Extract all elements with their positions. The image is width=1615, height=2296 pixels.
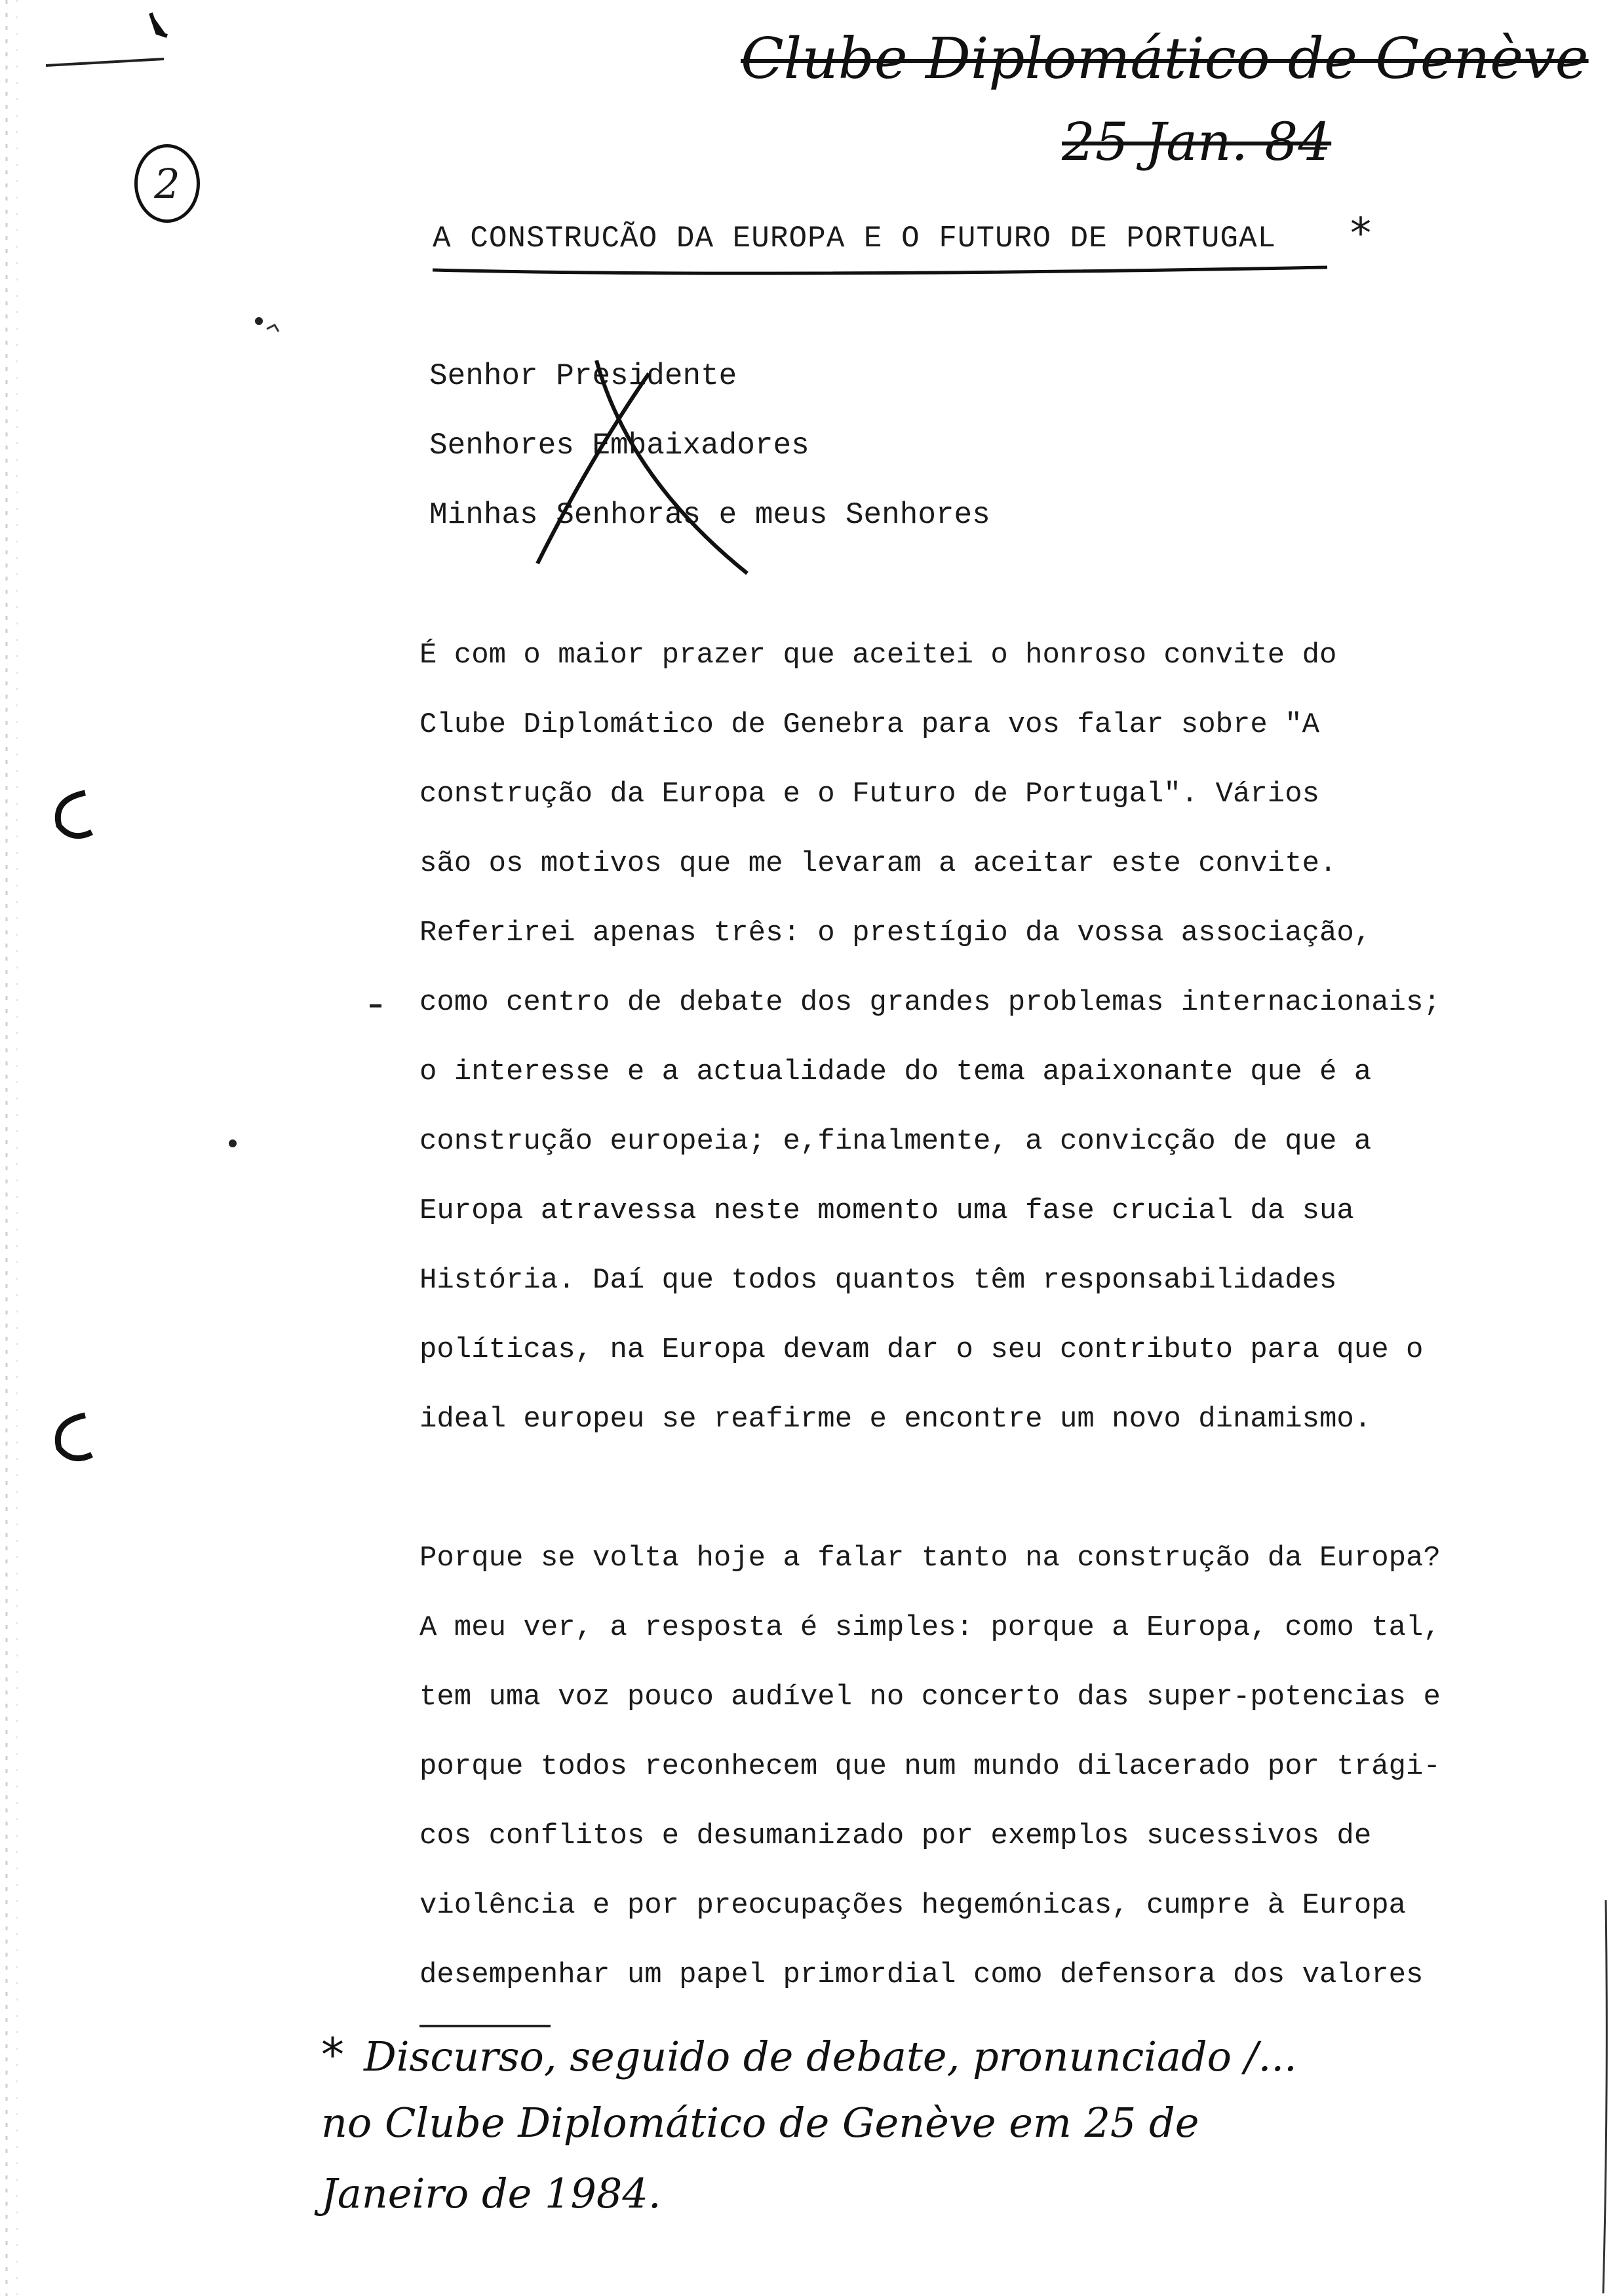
margin-hook-mark-1 bbox=[46, 780, 98, 852]
text-line: ideal europeu se reafirme e encontre um novo dinamismo. bbox=[419, 1403, 1372, 1436]
salutation-line: Senhores Embaixadores bbox=[429, 429, 809, 463]
text-line: cos conflitos e desumanizado por exemplos sucessivos de bbox=[419, 1820, 1372, 1852]
text-line: políticas, na Europa devam dar o seu contributo para que o bbox=[419, 1333, 1424, 1366]
stray-mark-left bbox=[252, 315, 292, 341]
text-line: Porque se volta hoje a falar tanto na construção da Europa? bbox=[419, 1542, 1441, 1575]
scan-edge-strip bbox=[0, 0, 26, 2296]
text-line: como centro de debate dos grandes problemas internacionais; bbox=[419, 986, 1441, 1019]
title-underline bbox=[429, 262, 1347, 282]
text-line: tem uma voz pouco audível no concerto das super-potencias e bbox=[419, 1681, 1441, 1713]
margin-hook-mark-2 bbox=[46, 1402, 98, 1474]
handwritten-header-date: 25 Jan. 84 bbox=[1062, 111, 1332, 172]
text-line: Clube Diplomático de Genebra para vos falar sobre "A bbox=[419, 708, 1320, 741]
text-line: construção europeia; e,finalmente, a convicção de que a bbox=[419, 1125, 1372, 1158]
text-line: construção da Europa e o Futuro de Portugal". Vários bbox=[419, 778, 1320, 811]
paragraph-2 bbox=[419, 1542, 1441, 2028]
text-line: são os motivos que me levaram a aceitar este convite. bbox=[419, 847, 1337, 880]
footnote-asterisk: * bbox=[321, 2028, 344, 2082]
text-line: Europa atravessa neste momento uma fase crucial da sua bbox=[419, 1195, 1354, 1227]
margin-dot bbox=[226, 1137, 239, 1150]
margin-dash bbox=[367, 999, 387, 1012]
handwritten-cross-mark bbox=[498, 347, 760, 583]
text-line: A meu ver, a resposta é simples: porque a Europa, como tal, bbox=[419, 1611, 1441, 1644]
text-line: É com o maior prazer que aceitei o honroso convite do bbox=[419, 639, 1337, 672]
scan-mark-top-left bbox=[39, 7, 170, 79]
footnote-line: Janeiro de 1984. bbox=[321, 2170, 661, 2217]
document-title: A CONSTRUCÃO DA EUROPA E O FUTURO DE PORTUGAL bbox=[433, 221, 1277, 256]
title-asterisk: * bbox=[1350, 210, 1371, 258]
text-line: desempenhar um papel primordial como defensora dos valores bbox=[419, 1959, 1424, 1991]
handwritten-header-club: Clube Diplomático de Genève bbox=[741, 26, 1589, 92]
circled-page-number: 2 bbox=[134, 144, 200, 223]
text-line: porque todos reconhecem que num mundo dilacerado por trági- bbox=[419, 1750, 1441, 1783]
page-edge-right bbox=[1599, 1900, 1612, 2293]
salutation-line: Minhas Senhoras e meus Senhores bbox=[429, 498, 990, 532]
text-line: Referirei apenas três: o prestígio da vossa associação, bbox=[419, 917, 1372, 949]
footnote-rule bbox=[419, 2025, 551, 2027]
footnote-text: Discurso, seguido de debate, pronunciado /... bbox=[364, 2033, 1297, 2080]
text-line: História. Daí que todos quantos têm responsabilidades bbox=[419, 1264, 1337, 1297]
handwritten-footnote bbox=[321, 2028, 1297, 2240]
text-line: violência e por preocupações hegemónicas, cumpre à Europa bbox=[419, 1889, 1407, 1922]
text-line: o interesse e a actualidade do tema apaixonante que é a bbox=[419, 1056, 1372, 1088]
footnote-line: no Clube Diplomático de Genève em 25 de bbox=[321, 2099, 1199, 2147]
footnote-line bbox=[321, 2028, 1297, 2099]
paragraph-1 bbox=[419, 639, 1441, 1472]
salutation-line: Senhor Presidente bbox=[429, 359, 737, 393]
